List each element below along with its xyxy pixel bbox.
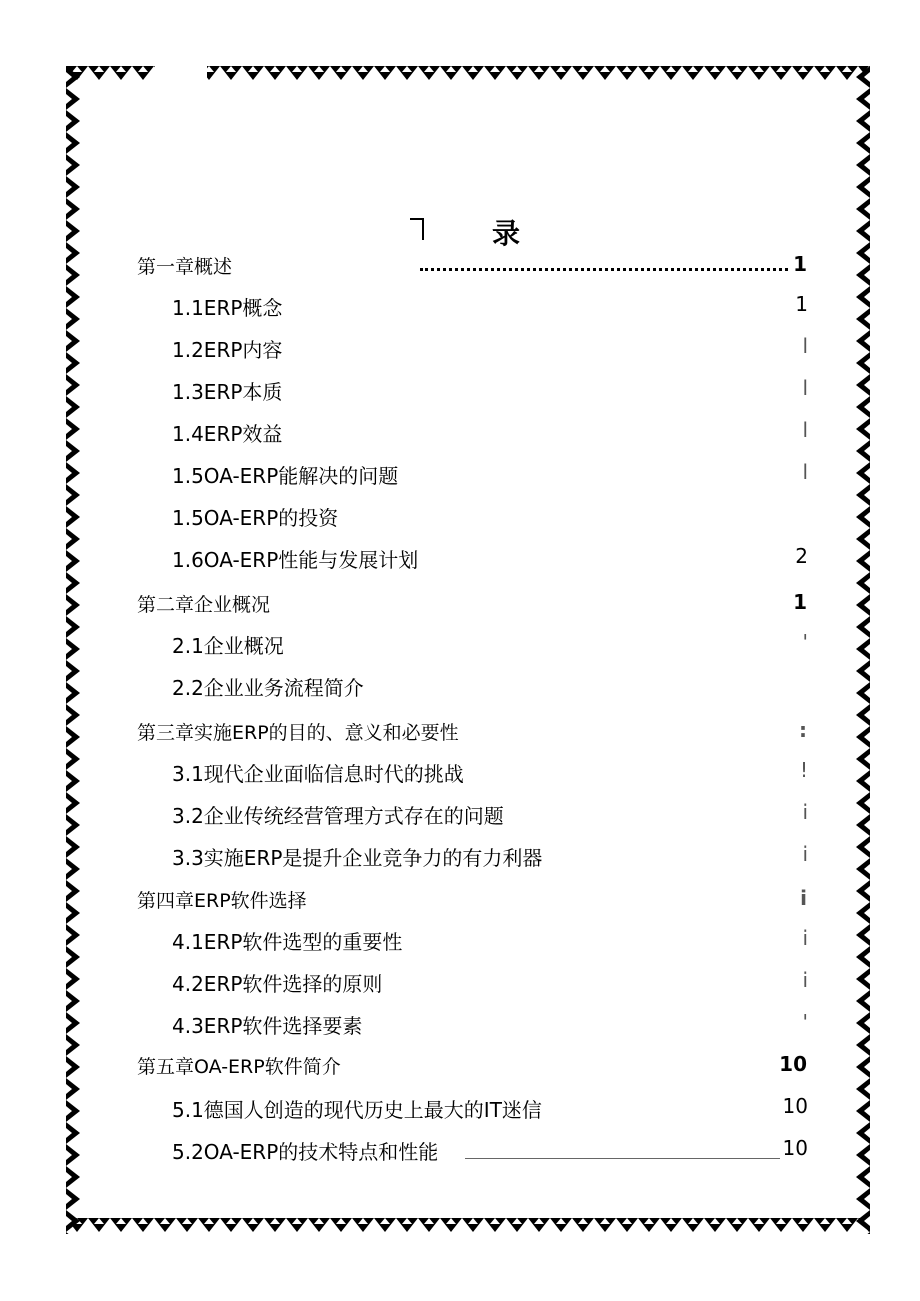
toc-section-row[interactable]: [0, 544, 920, 574]
toc-entry-label: 1.5OA-ERP能解决的问题: [172, 464, 399, 488]
toc-section-row[interactable]: [0, 968, 920, 998]
toc-underline: [465, 1158, 780, 1159]
toc-page-number: 1: [793, 252, 807, 276]
toc-entry-label: 2.2企业业务流程简介: [172, 676, 364, 700]
toc-entry-label: 4.2ERP软件选择的原则: [172, 972, 383, 996]
toc-entry-label: 1.6OA-ERP性能与发展计划: [172, 548, 419, 572]
toc-entry-label: 3.1现代企业面临信息时代的挑战: [172, 762, 464, 786]
toc-section-row[interactable]: [0, 1010, 920, 1040]
title-mark: [410, 218, 424, 240]
toc-entry-label: 第四章ERP软件选择: [137, 890, 307, 912]
toc-page-number: i: [802, 968, 808, 992]
toc-page-number: l: [802, 334, 808, 358]
toc-chapter-row[interactable]: [0, 1052, 920, 1082]
toc-entry-label: 1.3ERP本质: [172, 380, 283, 404]
toc-entry-label: 3.2企业传统经营管理方式存在的问题: [172, 804, 504, 828]
toc-title: [400, 212, 540, 252]
toc-page-number: l: [802, 376, 808, 400]
toc-entry-label: 第二章企业概况: [137, 594, 271, 616]
title-text: 录: [492, 217, 521, 250]
toc-section-row[interactable]: [0, 672, 920, 702]
toc-section-row[interactable]: [0, 758, 920, 788]
toc-page-number: ': [802, 630, 808, 654]
toc-entry-label: 1.2ERP内容: [172, 338, 283, 362]
toc-entry-label: 5.1德国人创造的现代历史上最大的IT迷信: [172, 1098, 542, 1122]
frame-gap: [155, 62, 207, 86]
toc-entry-label: 第三章实施ERP的目的、意义和必要性: [137, 722, 459, 744]
toc-entry-label: 1.5OA-ERP的投资: [172, 506, 339, 530]
toc-page-number: i: [802, 926, 808, 950]
toc-page-number: :: [799, 718, 807, 742]
toc-section-row[interactable]: [0, 926, 920, 956]
toc-entry-label: 1.4ERP效益: [172, 422, 283, 446]
toc-entry-label: 4.1ERP软件选型的重要性: [172, 930, 403, 954]
toc-page-number: 10: [782, 1094, 808, 1118]
toc-page-number: 2: [795, 544, 808, 568]
toc-section-row[interactable]: [0, 842, 920, 872]
toc-entry-label: 第一章概述: [137, 256, 233, 278]
toc-section-row[interactable]: [0, 418, 920, 448]
toc-entry-label: 5.2OA-ERP的技术特点和性能: [172, 1140, 439, 1164]
toc-section-row[interactable]: [0, 376, 920, 406]
toc-chapter-row[interactable]: [0, 886, 920, 916]
toc-page-number: i: [800, 886, 807, 910]
toc-chapter-row[interactable]: [0, 718, 920, 748]
toc-section-row[interactable]: [0, 460, 920, 490]
toc-chapter-row[interactable]: [0, 252, 920, 282]
toc-section-row[interactable]: [0, 334, 920, 364]
toc-page-number: 10: [782, 1136, 808, 1160]
frame-bottom-border: [66, 1218, 870, 1234]
toc-page-number: i: [802, 842, 808, 866]
toc-page-number: !: [799, 758, 808, 782]
toc-entry-label: 4.3ERP软件选择要素: [172, 1014, 363, 1038]
toc-section-row[interactable]: [0, 630, 920, 660]
toc-entry-label: 第五章OA-ERP软件简介: [137, 1056, 341, 1078]
toc-section-row[interactable]: [0, 292, 920, 322]
toc-page-number: i: [802, 800, 808, 824]
toc-section-row[interactable]: [0, 502, 920, 532]
toc-page-number: 10: [779, 1052, 807, 1076]
toc-section-row[interactable]: [0, 1094, 920, 1124]
toc-section-row[interactable]: [0, 800, 920, 830]
toc-page-number: l: [802, 460, 808, 484]
toc-dot-leader: [420, 264, 788, 271]
toc-page-number: ': [802, 1010, 808, 1034]
toc-page-number: 1: [795, 292, 808, 316]
toc-entry-label: 1.1ERP概念: [172, 296, 283, 320]
toc-page-number: 1: [793, 590, 807, 614]
toc-entry-label: 3.3实施ERP是提升企业竞争力的有力利器: [172, 846, 543, 870]
toc-entry-label: 2.1企业概况: [172, 634, 284, 658]
toc-section-row[interactable]: [0, 1136, 920, 1166]
toc-chapter-row[interactable]: [0, 590, 920, 620]
toc-page-number: l: [802, 418, 808, 442]
